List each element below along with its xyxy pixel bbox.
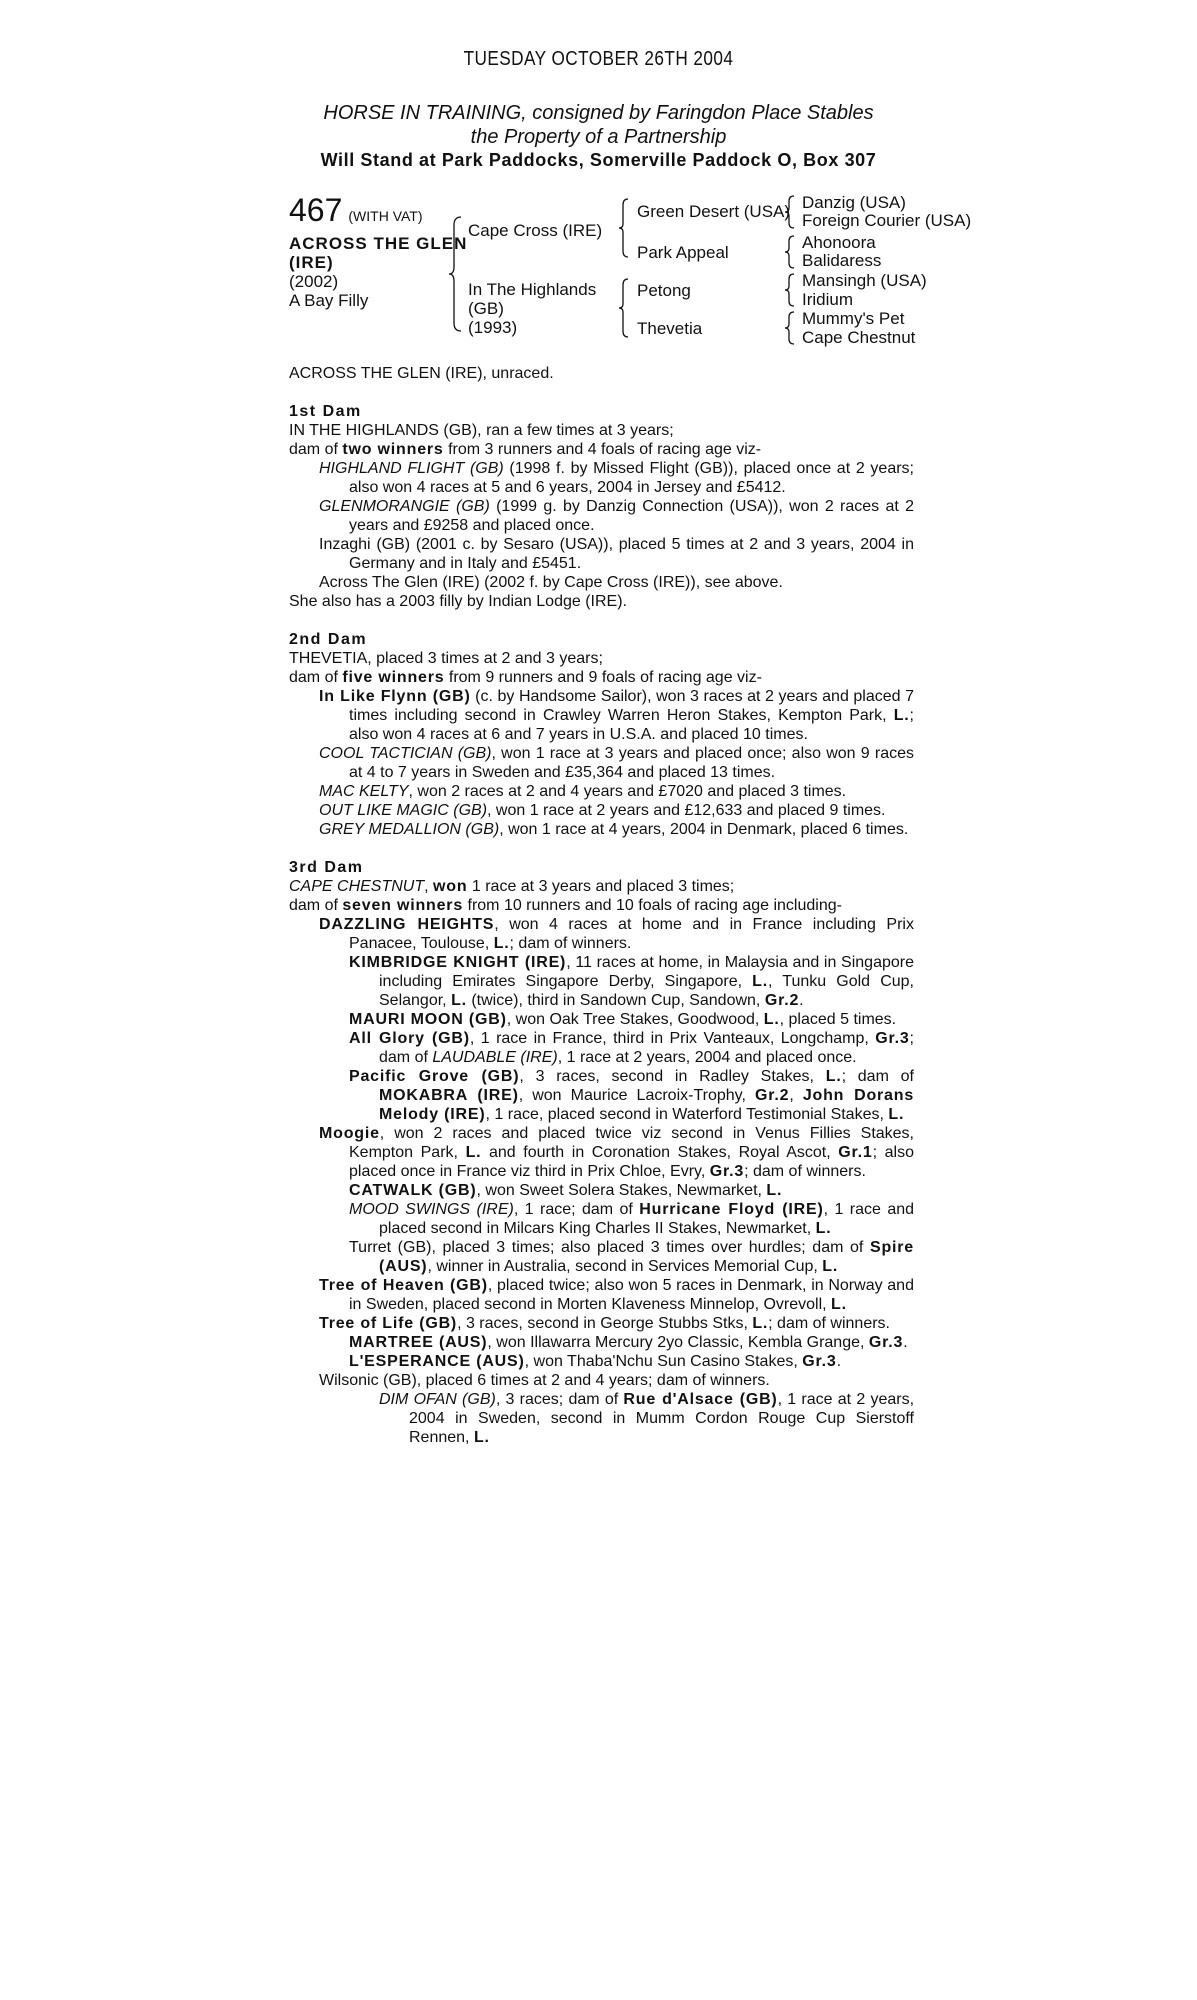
produce-note: She also has a 2003 filly by Indian Lodge (IRE). [289,593,627,610]
produce-entry: GREY MEDALLION (GB), won 1 race at 4 years, 2004 in Denmark, placed 6 times. [319,821,909,838]
pedigree-g3: Ahonoora [802,233,876,252]
produce-entry: Turret (GB), placed 3 times; also placed 3 times over hurdles; dam of Spire (AUS), winner in Australia, second in Services Memorial Cup, L. [349,1239,914,1275]
pedigree-sire-dam: Park Appeal [637,243,729,262]
produce-entry: MAC KELTY, won 2 races at 2 and 4 years and £7020 and placed 3 times. [319,783,847,800]
horse-description: A Bay Filly [289,291,369,310]
produce-entry: Wilsonic (GB), placed 6 times at 2 and 4 years; dam of winners. [319,1372,770,1389]
ownership-line: the Property of a Partnership [470,126,727,148]
sale-date: TUESDAY OCTOBER 26TH 2004 [463,48,734,70]
pedigree-brace-g3 [783,272,797,308]
produce-entry: All Glory (GB), 1 race in France, third in Prix Vanteaux, Longchamp, Gr.3; dam of LAUDABLE (IRE), 1 race at 2 years, 2004 and placed once. [349,1030,914,1066]
horse-origin: (IRE) [289,253,334,272]
pedigree-sire: Cape Cross (IRE) [468,221,603,240]
pedigree-dam-sire: Petong [637,281,691,300]
produce-entry: Moogie, won 2 races and placed twice viz second in Venus Fillies Stakes, Kempton Park, L. and fourth in Coronation Stakes, Royal Ascot, Gr.1; also placed once in France viz third in Prix Chloe, Evry, Gr.3; dam of winners. [319,1125,914,1180]
first-dam-produce-line: dam of two winners from 3 runners and 4 foals of racing age viz- [289,441,762,458]
pedigree-g2: Foreign Courier (USA) [802,211,972,230]
pedigree-sire-sire: Green Desert (USA) [637,202,791,221]
produce-entry: MOOD SWINGS (IRE), 1 race; dam of Hurricane Floyd (IRE), 1 race and placed second in Milcars King Charles II Stakes, Newmarket, L. [349,1201,915,1237]
pedigree-g1: Danzig (USA) [802,193,906,212]
produce-entry: DAZZLING HEIGHTS, won 4 races at home and in France including Prix Panacee, Toulouse, L.; dam of winners. [319,916,914,952]
foaling-year: (2002) [289,272,339,291]
pedigree-brace-sire [616,197,632,259]
produce-entry: L'ESPERANCE (AUS), won Thaba'Nchu Sun Casino Stakes, Gr.3. [349,1353,842,1370]
first-dam-line: IN THE HIGHLANDS (GB), ran a few times at 3 years; [289,422,674,439]
produce-entry: Across The Glen (IRE) (2002 f. by Cape Cross (IRE)), see above. [319,574,783,591]
race-record-summary: ACROSS THE GLEN (IRE), unraced. [289,365,554,382]
pedigree-brace-dam [616,277,632,339]
produce-entry: CATWALK (GB), won Sweet Solera Stakes, Newmarket, L. [349,1182,783,1199]
produce-entry: OUT LIKE MAGIC (GB), won 1 race at 2 years and £12,633 and placed 9 times. [319,802,886,819]
third-dam-produce-line: dam of seven winners from 10 runners and 10 foals of racing age including- [289,897,842,914]
produce-entry: MARTREE (AUS), won Illawarra Mercury 2yo Classic, Kembla Grange, Gr.3. [349,1334,908,1351]
lot-number: 467 [289,192,343,228]
catalogue-text [289,364,914,1447]
produce-entry: Tree of Heaven (GB), placed twice; also won 5 races in Denmark, in Norway and in Sweden, placed second in Morten Klaveness Minnelop, Ovrevoll, L. [319,1277,914,1313]
vat-note: (WITH VAT) [348,208,423,224]
pedigree-g6: Iridium [802,290,854,309]
produce-entry: KIMBRIDGE KNIGHT (IRE), 11 races at home, in Malaysia and in Singapore including Emirates Singapore Derby, Singapore, L., Tunku Gold Cup, Selangor, L. (twice), third in Sandown Cup, Sandown, Gr.2. [349,954,915,1009]
pedigree-g5: Mansingh (USA) [802,271,927,290]
pedigree-dam: In The Highlands (GB) (1993) [468,280,597,337]
pedigree-dam-dam: Thevetia [637,319,703,338]
produce-entry: In Like Flynn (GB) (c. by Handsome Sailor), won 3 races at 2 years and placed 7 times including second in Crawley Warren Heron Stakes, Kempton Park, L.; also won 4 races at 6 and 7 years in U.S.A. and placed 10 times. [319,688,915,743]
third-dam-heading: 3rd Dam [289,859,364,876]
produce-entry: DIM OFAN (GB), 3 races; dam of Rue d'Alsace (GB), 1 race at 2 years, 2004 in Sweden, second in Mumm Cordon Rouge Cup Sierstoff Rennen, L. [379,1391,915,1446]
produce-entry: Tree of Life (GB), 3 races, second in George Stubbs Stks, L.; dam of winners. [319,1315,890,1332]
second-dam-line: THEVETIA, placed 3 times at 2 and 3 years; [289,650,603,667]
pedigree-brace-g4 [783,310,797,346]
consignor-line: HORSE IN TRAINING, consigned by Faringdon Place Stables [323,102,874,124]
first-dam-heading: 1st Dam [289,403,362,420]
produce-entry: Inzaghi (GB) (2001 c. by Sesaro (USA)), placed 5 times at 2 and 3 years, 2004 in Germany and in Italy and £5451. [319,536,914,572]
second-dam-heading: 2nd Dam [289,631,368,648]
horse-name: ACROSS THE GLEN [289,234,468,253]
second-dam-produce-line: dam of five winners from 9 runners and 9 foals of racing age viz- [289,669,762,686]
third-dam-line: CAPE CHESTNUT, won 1 race at 3 years and placed 3 times; [289,878,735,895]
pedigree-brace-main [446,215,466,333]
stand-location: Will Stand at Park Paddocks, Somerville Paddock O, Box 307 [320,150,877,170]
pedigree-brace-g2 [783,234,797,270]
produce-entry: COOL TACTICIAN (GB), won 1 race at 3 years and placed once; also won 9 races at 4 to 7 years in Sweden and £35,364 and placed 13 times. [319,745,915,781]
lot-heading [289,192,423,229]
produce-entry: MAURI MOON (GB), won Oak Tree Stakes, Goodwood, L., placed 5 times. [349,1011,897,1028]
pedigree-g8: Cape Chestnut [802,328,916,347]
horse-details [289,234,467,310]
produce-entry: GLENMORANGIE (GB) (1999 g. by Danzig Connection (USA)), won 2 races at 2 years and £9258 and placed once. [319,498,915,534]
pedigree-g4: Balidaress [802,251,882,270]
pedigree-g7: Mummy's Pet [802,309,905,328]
produce-entry: Pacific Grove (GB), 3 races, second in Radley Stakes, L.; dam of MOKABRA (IRE), won Maurice Lacroix-Trophy, Gr.2, John Dorans Melody (IRE), 1 race, placed second in Waterford Testimonial Stakes, L. [349,1068,915,1123]
produce-entry: HIGHLAND FLIGHT (GB) (1998 f. by Missed Flight (GB)), placed once at 2 years; also won 4 races at 5 and 6 years, 2004 in Jersey and £5412. [319,460,914,496]
